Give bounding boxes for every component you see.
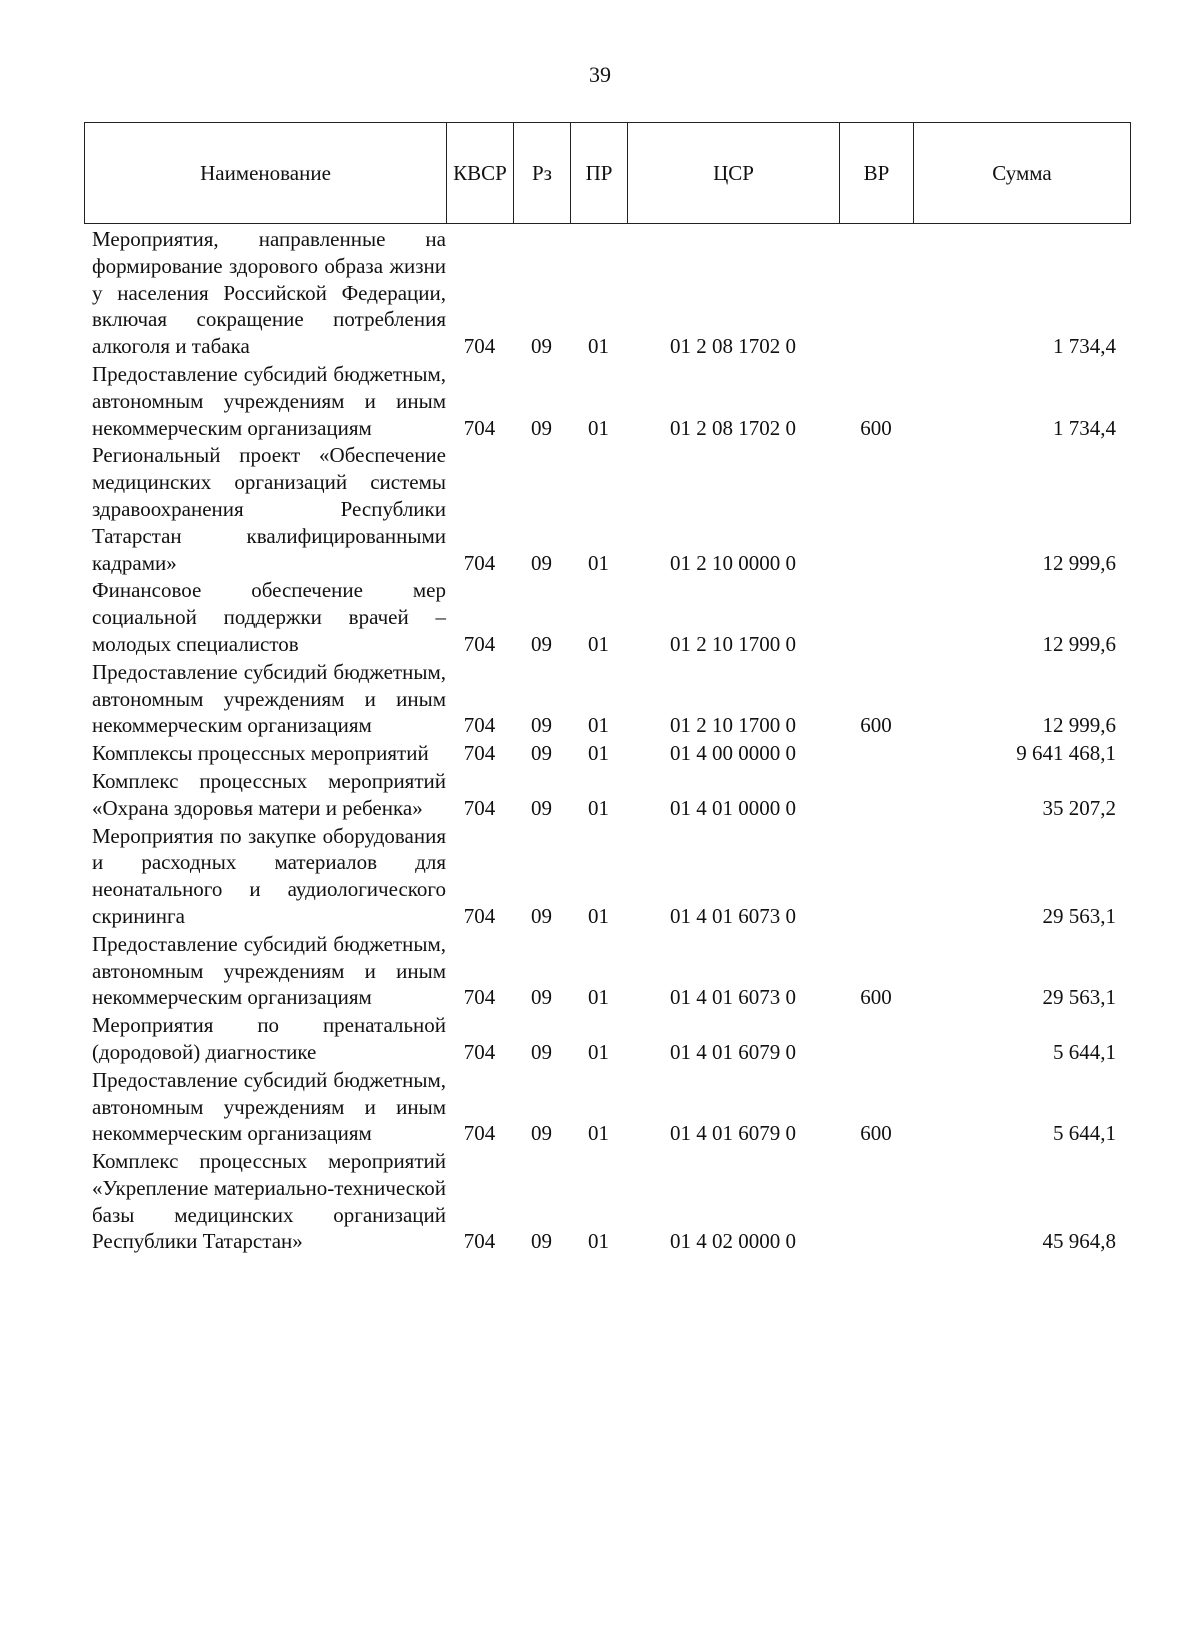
table-row bbox=[84, 768, 1130, 822]
cell-rz: 09 bbox=[531, 903, 552, 928]
cell-name: Мероприятия по пренатальной (дородовой) диагностике bbox=[92, 1013, 446, 1064]
page-number: 39 bbox=[589, 62, 611, 87]
table-row bbox=[84, 931, 1130, 1011]
cell-csr: 01 4 01 6073 0 bbox=[670, 903, 796, 928]
table-row bbox=[84, 659, 1130, 739]
cell-sum: 5 644,1 bbox=[1053, 1121, 1116, 1146]
cell-kvsr: 704 bbox=[463, 550, 496, 575]
cell-sum: 12 999,6 bbox=[1042, 713, 1116, 738]
cell-pr: 01 bbox=[588, 985, 609, 1010]
cell-csr: 01 2 08 1702 0 bbox=[670, 415, 796, 440]
cell-rz: 09 bbox=[531, 631, 552, 656]
table-body bbox=[84, 226, 1130, 1256]
cell-rz: 09 bbox=[531, 985, 552, 1010]
cell-kvsr: 704 bbox=[463, 985, 496, 1010]
header-sum: Сумма bbox=[914, 123, 1131, 224]
cell-pr: 01 bbox=[588, 1121, 609, 1146]
cell-pr: 01 bbox=[588, 334, 609, 359]
cell-name: Комплексы процессных мероприятий bbox=[92, 741, 429, 766]
cell-rz: 09 bbox=[531, 550, 552, 575]
cell-csr: 01 4 01 6079 0 bbox=[670, 1121, 796, 1146]
cell-kvsr: 704 bbox=[463, 1121, 496, 1146]
cell-rz: 09 bbox=[531, 415, 552, 440]
cell-sum: 35 207,2 bbox=[1042, 795, 1116, 820]
cell-kvsr: 704 bbox=[463, 415, 496, 440]
cell-vr: 600 bbox=[860, 713, 892, 738]
header-pr: ПР bbox=[571, 123, 628, 224]
cell-csr: 01 2 10 1700 0 bbox=[670, 713, 796, 738]
cell-csr: 01 4 02 0000 0 bbox=[670, 1229, 796, 1254]
cell-pr: 01 bbox=[588, 550, 609, 575]
cell-name: Предоставление субсидий бюджетным, автономным учреждениям и иным некоммерческим организациям bbox=[92, 931, 446, 1010]
table-row bbox=[84, 1012, 1130, 1066]
table-row bbox=[84, 442, 1130, 576]
cell-name: Предоставление субсидий бюджетным, автономным учреждениям и иным некоммерческим организациям bbox=[92, 1067, 446, 1146]
cell-sum: 9 641 468,1 bbox=[1016, 741, 1116, 766]
cell-name: Мероприятия по закупке оборудования и расходных материалов для неонатального и аудиологического скрининга bbox=[92, 823, 446, 928]
cell-name: Финансовое обеспечение мер социальной поддержки врачей – молодых специалистов bbox=[92, 578, 446, 656]
cell-name: Комплекс процессных мероприятий «Укрепление материально-технической базы медицинских организаций Республики Татарстан» bbox=[92, 1149, 446, 1254]
cell-kvsr: 704 bbox=[463, 631, 496, 656]
cell-csr: 01 4 01 6079 0 bbox=[670, 1039, 796, 1064]
cell-vr: 600 bbox=[860, 415, 892, 440]
cell-pr: 01 bbox=[588, 713, 609, 738]
header-kvsr: КВСР bbox=[447, 123, 514, 224]
cell-csr: 01 2 10 1700 0 bbox=[670, 631, 796, 656]
table-row bbox=[84, 361, 1130, 441]
cell-csr: 01 4 01 0000 0 bbox=[670, 795, 796, 820]
cell-rz: 09 bbox=[531, 1229, 552, 1254]
cell-sum: 12 999,6 bbox=[1042, 550, 1116, 575]
cell-csr: 01 2 10 0000 0 bbox=[670, 550, 796, 575]
cell-sum: 1 734,4 bbox=[1053, 334, 1116, 359]
cell-rz: 09 bbox=[531, 334, 552, 359]
table-row bbox=[84, 226, 1130, 360]
cell-name: Предоставление субсидий бюджетным, автономным учреждениям и иным некоммерческим организациям bbox=[92, 361, 446, 440]
cell-kvsr: 704 bbox=[463, 1039, 496, 1064]
cell-rz: 09 bbox=[531, 713, 552, 738]
cell-name: Региональный проект «Обеспечение медицинских организаций системы здравоохранения Республики Татарстан квалифицированными кадрами» bbox=[92, 443, 446, 575]
cell-pr: 01 bbox=[588, 415, 609, 440]
cell-sum: 12 999,6 bbox=[1042, 631, 1116, 656]
cell-kvsr: 704 bbox=[463, 1229, 496, 1254]
cell-pr: 01 bbox=[588, 903, 609, 928]
cell-kvsr: 704 bbox=[463, 713, 496, 738]
header-csr: ЦСР bbox=[628, 123, 840, 224]
cell-sum: 1 734,4 bbox=[1053, 415, 1116, 440]
cell-sum: 45 964,8 bbox=[1042, 1229, 1116, 1254]
table-row bbox=[84, 1148, 1130, 1255]
cell-vr: 600 bbox=[860, 1121, 892, 1146]
table-row bbox=[84, 577, 1130, 657]
cell-kvsr: 704 bbox=[463, 334, 496, 359]
cell-pr: 01 bbox=[588, 1229, 609, 1254]
cell-csr: 01 2 08 1702 0 bbox=[670, 334, 796, 359]
header-vr: ВР bbox=[840, 123, 914, 224]
cell-sum: 29 563,1 bbox=[1042, 903, 1116, 928]
table-row bbox=[84, 740, 1130, 767]
cell-rz: 09 bbox=[531, 1121, 552, 1146]
cell-rz: 09 bbox=[531, 741, 552, 766]
cell-sum: 29 563,1 bbox=[1042, 985, 1116, 1010]
header-name: Наименование bbox=[85, 123, 447, 224]
cell-rz: 09 bbox=[531, 1039, 552, 1064]
cell-pr: 01 bbox=[588, 795, 609, 820]
header-rz: Рз bbox=[514, 123, 571, 224]
cell-pr: 01 bbox=[588, 741, 609, 766]
cell-kvsr: 704 bbox=[463, 795, 496, 820]
table-row bbox=[84, 823, 1130, 930]
cell-kvsr: 704 bbox=[463, 741, 496, 766]
table-header bbox=[84, 122, 1131, 224]
cell-name: Мероприятия, направленные на формирование здорового образа жизни у населения Российской Федерации, включая сокращение потребления алкоголя и табака bbox=[92, 227, 446, 359]
cell-name: Комплекс процессных мероприятий «Охрана здоровья матери и ребенка» bbox=[92, 768, 446, 820]
cell-vr: 600 bbox=[860, 985, 892, 1010]
cell-kvsr: 704 bbox=[463, 903, 496, 928]
cell-csr: 01 4 00 0000 0 bbox=[670, 741, 796, 766]
cell-pr: 01 bbox=[588, 631, 609, 656]
cell-csr: 01 4 01 6073 0 bbox=[670, 985, 796, 1010]
cell-name: Предоставление субсидий бюджетным, автономным учреждениям и иным некоммерческим организациям bbox=[92, 659, 446, 738]
table-row bbox=[84, 1067, 1130, 1147]
cell-rz: 09 bbox=[531, 795, 552, 820]
cell-sum: 5 644,1 bbox=[1053, 1039, 1116, 1064]
cell-pr: 01 bbox=[588, 1039, 609, 1064]
